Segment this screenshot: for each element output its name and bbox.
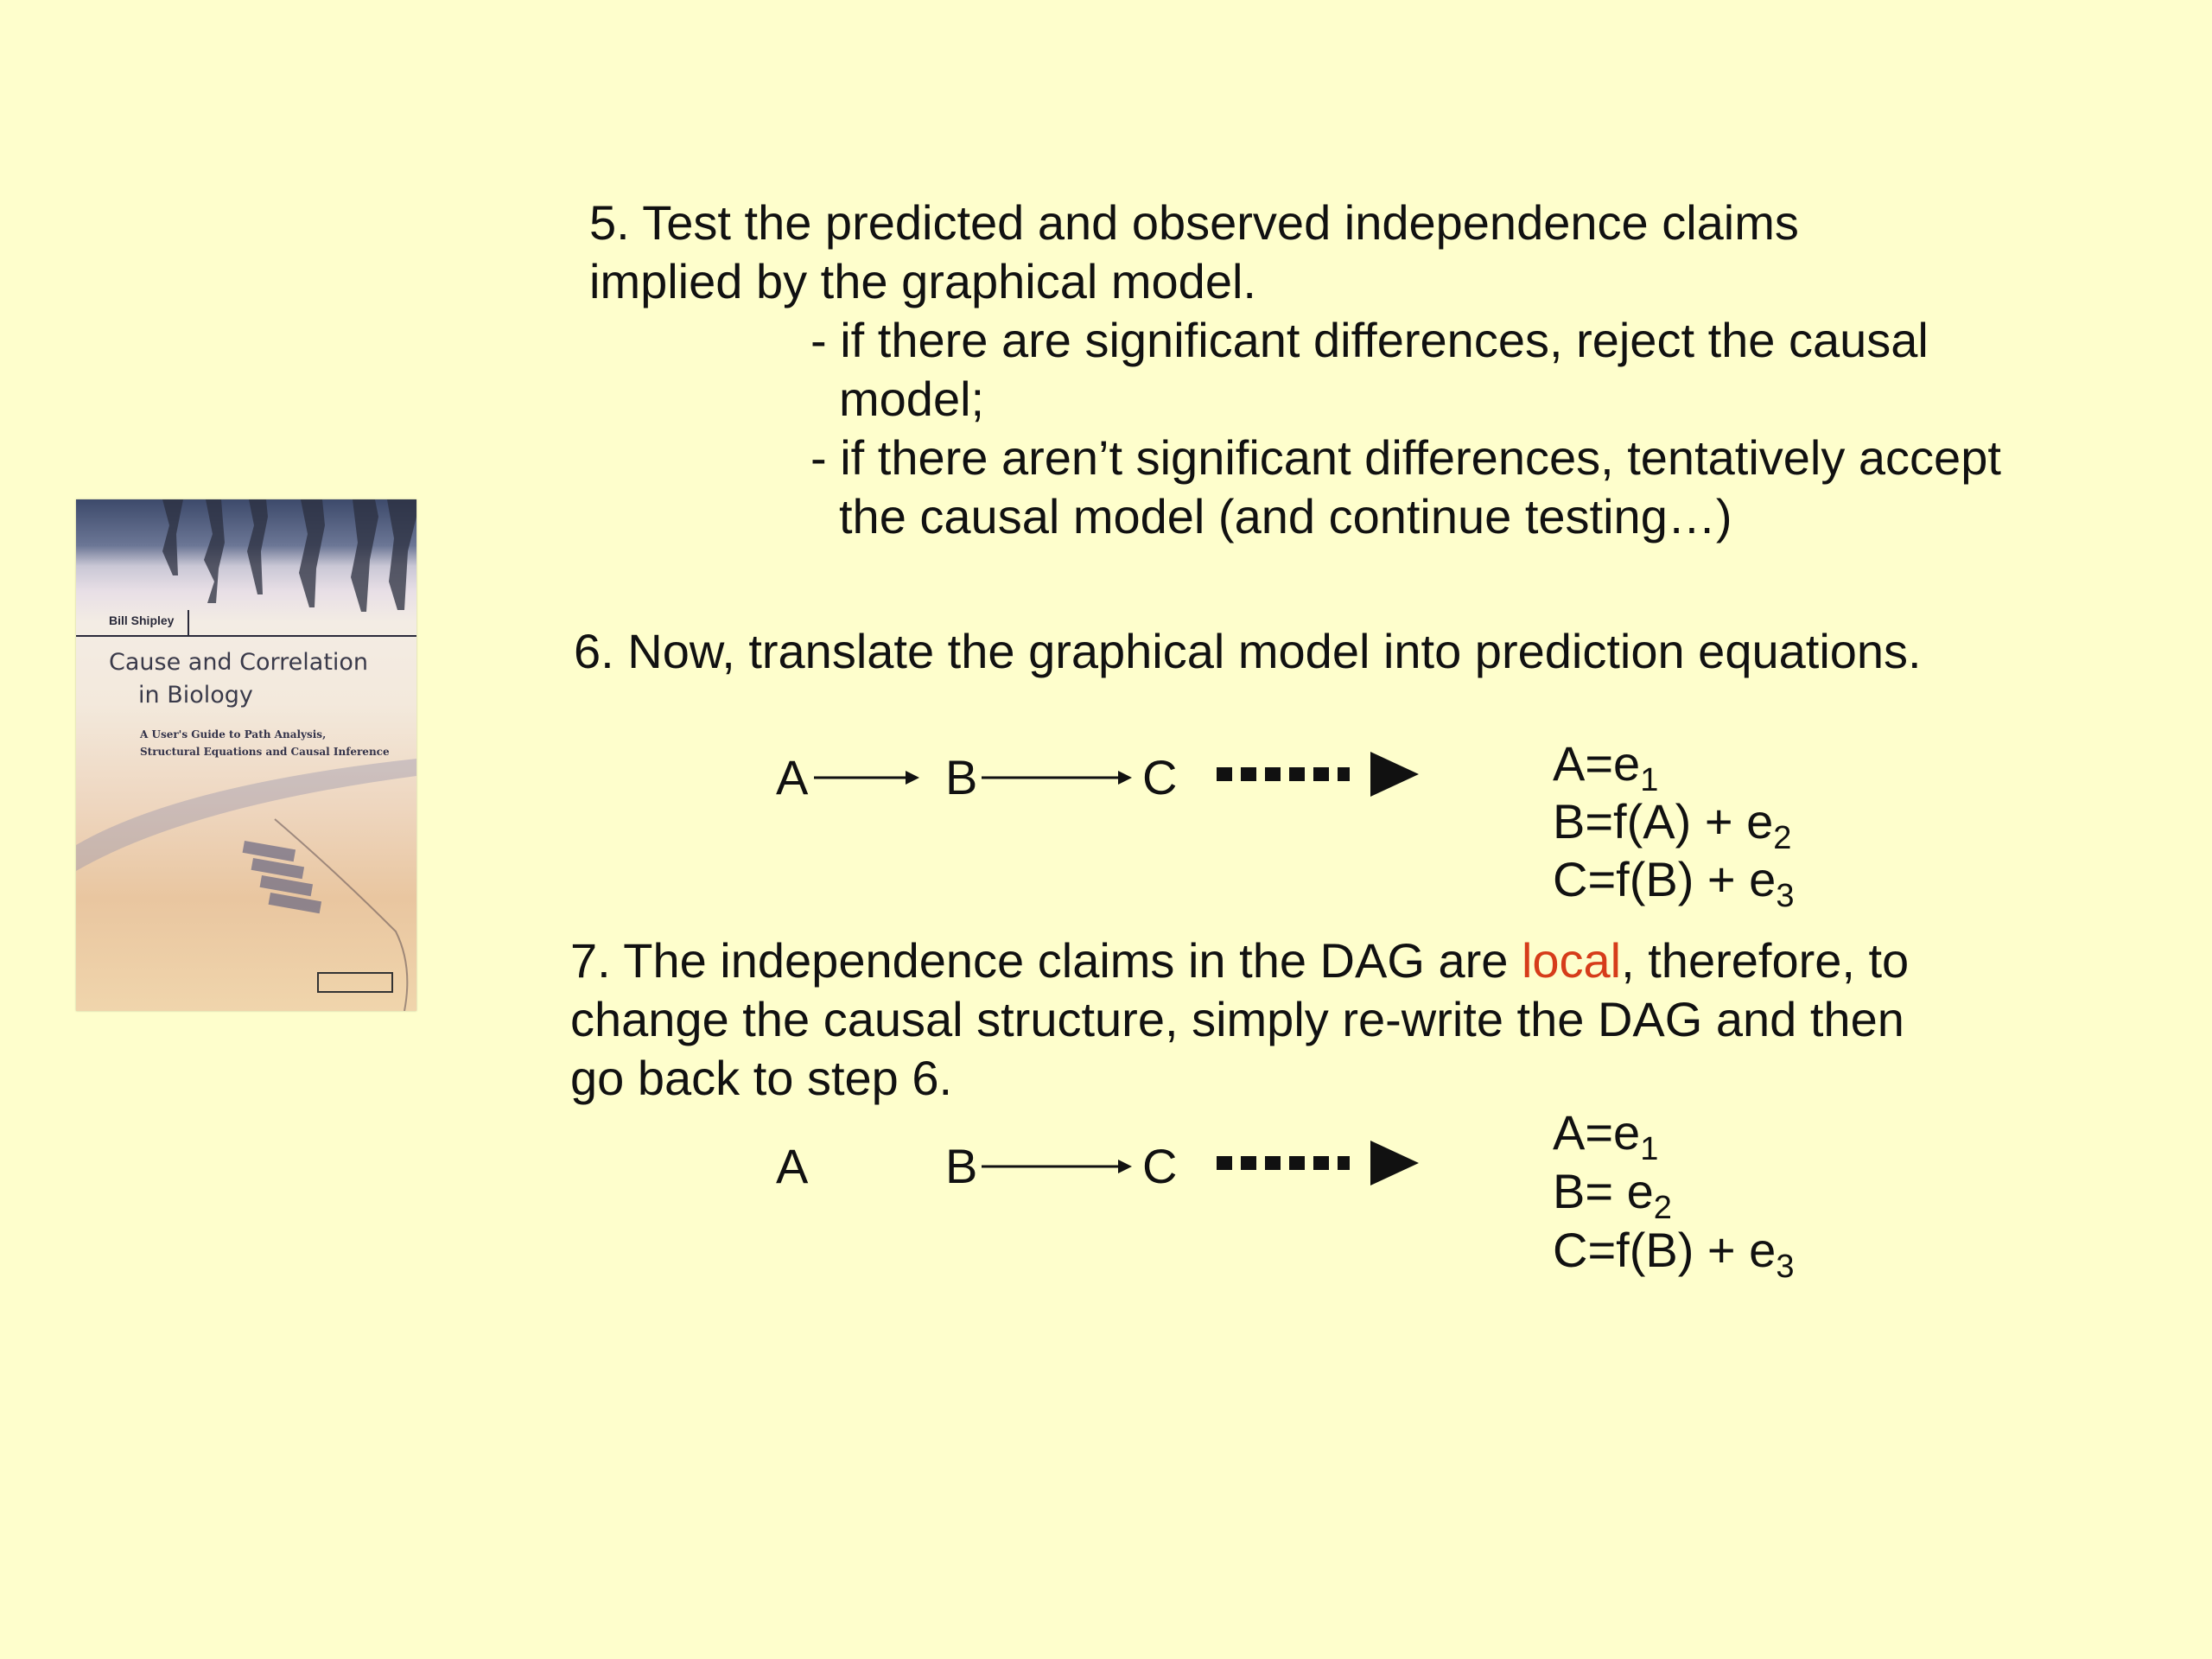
book-title-line1: Cause and Correlation	[109, 649, 369, 676]
eq1-line1-sub: 1	[1640, 762, 1659, 798]
eq1-line2-main: B=f(A) + e	[1553, 794, 1774, 849]
dag1-arrow-a-b	[812, 760, 925, 795]
dag2-node-b: B	[945, 1139, 978, 1193]
eq2-line1-sub: 1	[1640, 1131, 1659, 1167]
eq1-line2	[1553, 794, 1792, 856]
book-title	[109, 646, 368, 712]
eq2-line2	[1553, 1164, 1672, 1226]
book-cover-image	[76, 499, 416, 1011]
eq1-line2-sub: 2	[1773, 820, 1792, 856]
step6-text: 6. Now, translate the graphical model into prediction equations.	[574, 624, 1922, 678]
dag2-node-a: A	[776, 1139, 809, 1193]
book-subtitle-line1: A User's Guide to Path Analysis,	[140, 728, 327, 741]
dag2-dotted-implies-arrow	[1213, 1137, 1421, 1191]
eq1-line3-sub: 3	[1776, 878, 1795, 914]
step7-line1-before: 7. The independence claims in the DAG are	[570, 933, 1522, 988]
eq1-line3-main: C=f(B) + e	[1553, 852, 1777, 906]
step7-line3: go back to step 6.	[570, 1051, 953, 1105]
step7-line1-after: , therefore, to	[1621, 933, 1910, 988]
step5-bullet2-line1: - if there aren’t significant differences, tentatively accept	[810, 430, 2001, 485]
eq2-line3-main: C=f(B) + e	[1553, 1223, 1777, 1277]
dag2-node-c: C	[1142, 1139, 1178, 1193]
step5-line1: 5. Test the predicted and observed independence claims	[589, 195, 1799, 250]
eq2-line3-sub: 3	[1776, 1249, 1795, 1285]
dag1-dotted-implies-arrow	[1213, 748, 1421, 802]
eq2-line2-main: B= e	[1553, 1164, 1654, 1218]
dag1-arrow-b-c	[980, 760, 1135, 795]
eq2-line2-sub: 2	[1653, 1190, 1672, 1226]
eq2-line3	[1553, 1223, 1795, 1285]
eq1-line1-main: A=e	[1553, 736, 1641, 791]
step5-bullet1-line2: model;	[839, 372, 985, 426]
step7-line2: change the causal structure, simply re-write the DAG and then	[570, 992, 1904, 1046]
step7-highlight-local: local	[1521, 933, 1622, 988]
step5-bullet2-line2: the causal model (and continue testing…)	[839, 489, 1732, 543]
eq2-line1-main: A=e	[1553, 1105, 1641, 1160]
book-title-line2: in Biology	[138, 682, 253, 709]
dag1-node-c: C	[1142, 750, 1178, 804]
step7-line1	[570, 931, 1909, 990]
dag1-node-b: B	[945, 750, 978, 804]
eq1-line3	[1553, 852, 1795, 914]
eq1-line1	[1553, 736, 1659, 798]
book-subtitle	[140, 726, 390, 760]
step5-line2: implied by the graphical model.	[589, 254, 1256, 308]
step5-bullet1-line1: - if there are significant differences, reject the causal	[810, 313, 1929, 367]
eq2-line1	[1553, 1105, 1659, 1167]
dag2-arrow-b-c	[980, 1149, 1135, 1184]
dag1-node-a: A	[776, 750, 809, 804]
book-subtitle-line2: Structural Equations and Causal Inference	[140, 746, 390, 758]
book-author: Bill Shipley	[109, 613, 175, 627]
